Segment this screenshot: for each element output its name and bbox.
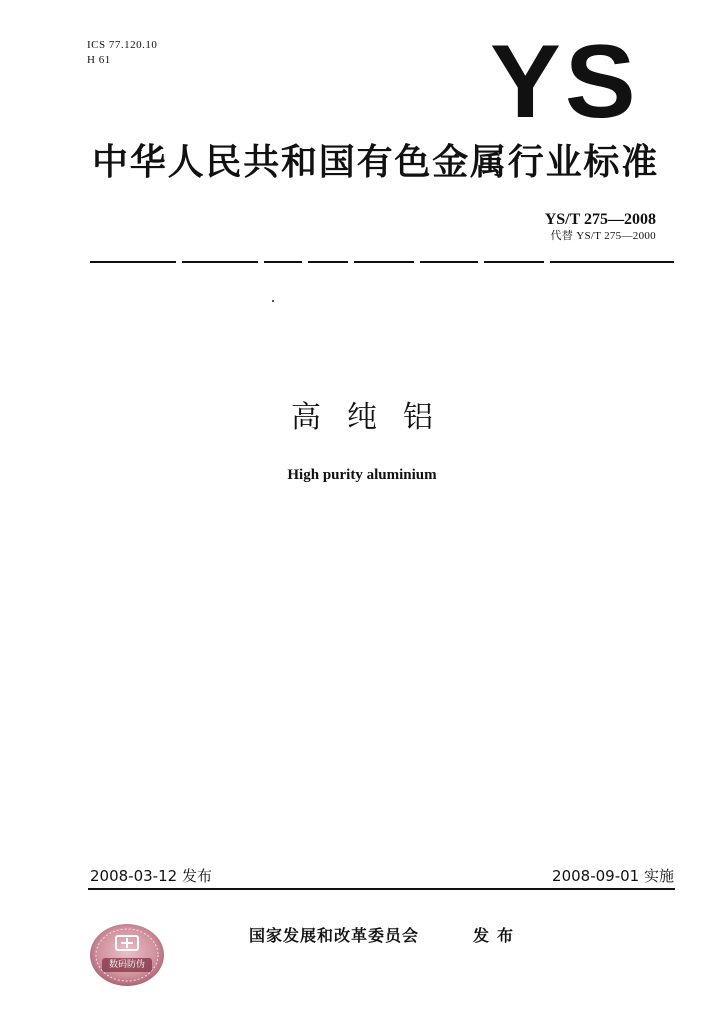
seal-label: 数码防伪 (108, 960, 145, 970)
anti-counterfeit-seal (88, 922, 166, 988)
ccs-code: H 61 (87, 54, 111, 66)
document-title-chinese: 高纯铝 (291, 400, 459, 435)
standard-number-block (545, 211, 656, 244)
publish-label: 发布 (473, 926, 522, 945)
header-rule (90, 261, 674, 264)
organization-title: 中华人民共和国有色金属行业标准 (92, 142, 660, 183)
implementation-date: 2008-09-01 实施 (552, 867, 674, 885)
standard-number: YS/T 275—2008 (544, 211, 656, 228)
document-title-english: High purity aluminium (287, 467, 437, 483)
classification-codes (87, 38, 157, 68)
issue-date: 2008-03-12 发布 (90, 867, 212, 885)
issuing-authority: 国家发展和改革委员会 (249, 926, 420, 945)
ics-code: ICS 77.120.10 (87, 39, 158, 51)
footer-rule (88, 888, 675, 890)
replaces-standard: 代替 YS/T 275—2000 (550, 230, 656, 242)
speck (272, 300, 274, 302)
ys-logo: YS (490, 24, 640, 140)
